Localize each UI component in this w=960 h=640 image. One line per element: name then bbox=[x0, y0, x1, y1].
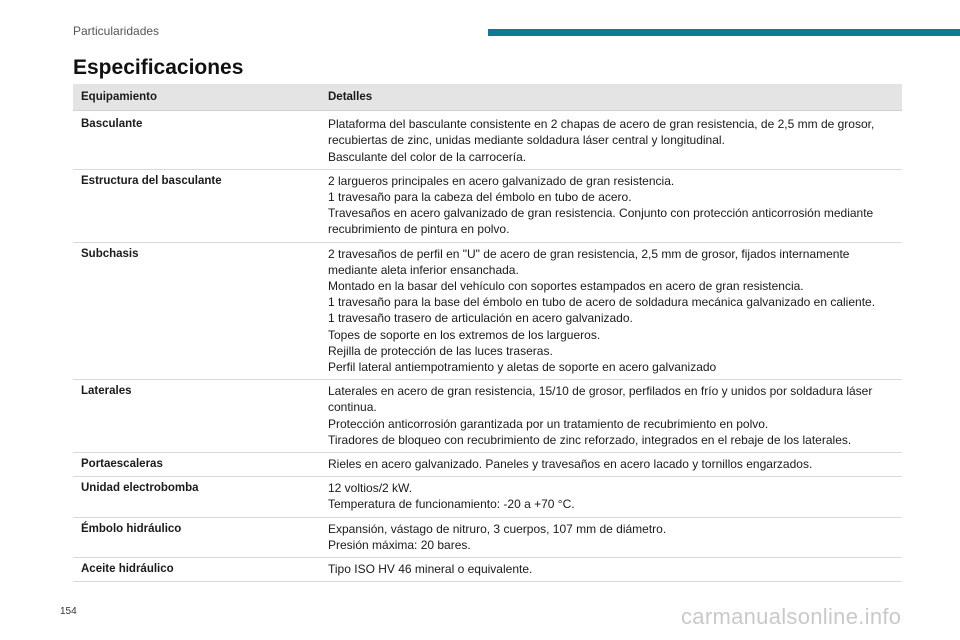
detail-line: 12 voltios/2 kW. bbox=[328, 481, 413, 496]
detail-line: Presión máxima: 20 bares. bbox=[328, 537, 471, 552]
equipment-cell: Basculante bbox=[73, 111, 320, 170]
details-cell bbox=[320, 242, 902, 380]
table-row bbox=[73, 477, 902, 517]
details-cell bbox=[320, 380, 902, 453]
details-cell bbox=[320, 517, 902, 557]
detail-line: Rejilla de protección de las luces traseras. bbox=[328, 343, 553, 358]
detail-line: Travesaños en acero galvanizado de gran resistencia. Conjunto con protección anticorrosión mediante recubrimiento de pintura en polvo. bbox=[328, 206, 874, 237]
table-row bbox=[73, 558, 902, 582]
detail-line: 1 travesaño para la base del émbolo en tubo de acero de soldadura mecánica galvanizado en caliente. bbox=[328, 295, 876, 310]
section-label: Particularidades bbox=[73, 24, 160, 38]
equipment-cell: Laterales bbox=[73, 380, 320, 453]
table-header-row bbox=[73, 84, 902, 111]
table-row bbox=[73, 517, 902, 557]
table-row bbox=[73, 242, 902, 380]
table-row bbox=[73, 453, 902, 477]
page-number: 154 bbox=[60, 606, 77, 617]
detail-line: Tiradores de bloqueo con recubrimiento de zinc reforzado, integrados en el rebaje de los laterales. bbox=[328, 432, 852, 447]
detail-line: 2 travesaños de perfil en "U" de acero de gran resistencia, 2,5 mm de grosor, fijados internamente mediante aleta inferior ensanchada. bbox=[328, 246, 850, 277]
table-row bbox=[73, 169, 902, 242]
detail-line: Tipo ISO HV 46 mineral o equivalente. bbox=[328, 562, 533, 577]
detail-line: 2 largueros principales en acero galvanizado de gran resistencia. bbox=[328, 173, 675, 188]
detail-line: Rieles en acero galvanizado. Paneles y travesaños en acero lacado y tornillos engarzados. bbox=[328, 457, 813, 472]
column-header-details: Detalles bbox=[320, 84, 902, 111]
equipment-cell: Unidad electrobomba bbox=[73, 477, 320, 517]
equipment-cell: Émbolo hidráulico bbox=[73, 517, 320, 557]
detail-line: Expansión, vástago de nitruro, 3 cuerpos, 107 mm de diámetro. bbox=[328, 521, 667, 536]
detail-line: 1 travesaño para la cabeza del émbolo en tubo de acero. bbox=[328, 190, 632, 205]
details-cell bbox=[320, 169, 902, 242]
equipment-cell: Estructura del basculante bbox=[73, 169, 320, 242]
page-title: Especificaciones bbox=[73, 56, 244, 79]
detail-line: Plataforma del basculante consistente en 2 chapas de acero de gran resistencia, de 2,5 mm de grosor, recubiertas de zinc, unidas mediante soldadura láser central y longitudinal. bbox=[328, 117, 875, 148]
detail-line: Basculante del color de la carrocería. bbox=[328, 149, 527, 164]
detail-line: Laterales en acero de gran resistencia, 15/10 de grosor, perfilados en frío y unidos por soldadura láser continua. bbox=[328, 384, 873, 415]
detail-line: Montado en la basar del vehículo con soportes estampados en acero de gran resistencia. bbox=[328, 279, 804, 294]
table-row bbox=[73, 111, 902, 170]
details-cell bbox=[320, 453, 902, 477]
column-header-equipment: Equipamiento bbox=[73, 84, 320, 111]
detail-line: Perfil lateral antiempotramiento y aletas de soporte en acero galvanizado bbox=[328, 360, 717, 375]
detail-line: Temperatura de funcionamiento: -20 a +70 °C. bbox=[328, 497, 575, 512]
detail-line: Protección anticorrosión garantizada por un tratamiento de recubrimiento en polvo. bbox=[328, 416, 769, 431]
equipment-cell: Portaescaleras bbox=[73, 453, 320, 477]
details-cell bbox=[320, 558, 902, 582]
equipment-cell: Aceite hidráulico bbox=[73, 558, 320, 582]
details-cell bbox=[320, 111, 902, 170]
equipment-cell: Subchasis bbox=[73, 242, 320, 380]
details-cell bbox=[320, 477, 902, 517]
table-body bbox=[73, 111, 902, 582]
detail-line: 1 travesaño trasero de articulación en acero galvanizado. bbox=[328, 311, 633, 326]
detail-line: Topes de soporte en los extremos de los largueros. bbox=[328, 327, 601, 342]
table-row bbox=[73, 380, 902, 453]
specifications-table bbox=[73, 84, 902, 582]
watermark: carmanualsonline.info bbox=[681, 604, 902, 629]
header-accent-bar bbox=[488, 29, 960, 36]
